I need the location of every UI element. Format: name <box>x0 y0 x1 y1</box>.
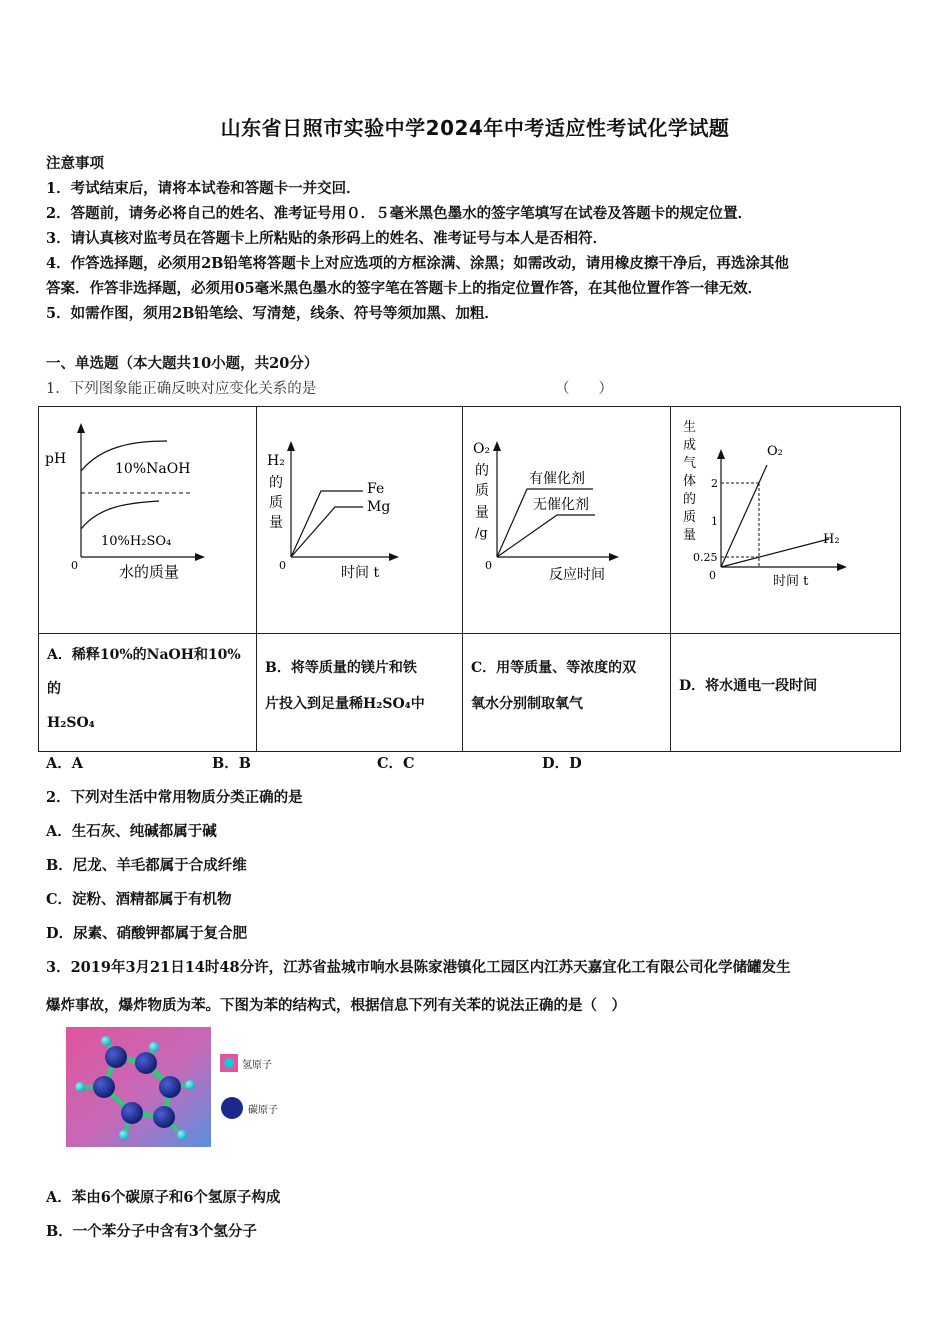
q1-option-d[interactable]: D．D <box>542 755 582 772</box>
caption-c-line: C．用等质量、等浓度的双 <box>471 660 637 676</box>
legend-carbon-label: 碳原子 <box>248 1104 278 1116</box>
caption-c-line: 氧水分别制取氧气 <box>471 696 583 712</box>
graph-c <box>463 407 670 629</box>
graph-d-ylabel-6: 质 <box>683 510 697 525</box>
page-title: 山东省日照市实验中学2024年中考适应性考试化学试题 <box>220 116 730 140</box>
caption-b <box>257 634 463 752</box>
graph-b-fe-label: Fe <box>367 481 385 497</box>
caption-a-line: H₂SO₄ <box>47 715 95 731</box>
q2-option-b[interactable]: B．尼龙、羊毛都属于合成纤维 <box>46 857 247 874</box>
graph-c-catalyst-label: 有催化剂 <box>529 471 585 487</box>
notice-heading: 注意事项 <box>46 155 104 172</box>
caption-a-line: A．稀释10%的NaOH和10% <box>47 647 241 663</box>
graph-b-xlabel: 时间 t <box>341 565 380 581</box>
graph-c-ylabel-4: 量 <box>475 505 489 521</box>
q1-option-b[interactable]: B．B <box>212 755 252 772</box>
q2-option-a[interactable]: A．生石灰、纯碱都属于碱 <box>46 823 217 840</box>
legend-carbon <box>220 1096 278 1120</box>
graph-b-ylabel-3: 质 <box>269 495 283 511</box>
q1-answer-bracket: （ ） <box>555 381 613 397</box>
graph-a-h2so4-label: 10%H₂SO₄ <box>101 534 172 549</box>
graph-b-ylabel-1: H₂ <box>267 453 285 469</box>
graph-a-xlabel: 水的质量 <box>119 563 180 581</box>
graph-c-ylabel-1: O₂ <box>473 441 491 457</box>
graph-b <box>257 407 462 629</box>
q1-option-a[interactable]: A．A <box>46 755 84 772</box>
hydrogen-atom-icon <box>220 1054 238 1072</box>
graph-d-tick-1: 1 <box>711 515 718 528</box>
graph-a-ylabel: pH <box>45 451 67 467</box>
caption-c <box>463 634 671 752</box>
graph-a <box>39 407 256 629</box>
graph-d-ylabel-3: 气 <box>683 456 697 471</box>
graph-d <box>671 407 900 629</box>
graph-c-xlabel: 反应时间 <box>549 567 605 583</box>
graph-d-ylabel-4: 体 <box>683 474 697 489</box>
graph-c-ylabel-5: /g <box>475 526 488 541</box>
graph-a-cell <box>39 407 257 634</box>
graph-c-cell <box>463 407 671 634</box>
carbon-atom-icon <box>220 1096 244 1120</box>
notice-item: 5．如需作图，须用2B铅笔绘、写清楚，线条、符号等须加黑、加粗． <box>46 305 499 322</box>
caption-d <box>671 634 901 752</box>
graph-d-h2-label: H₂ <box>823 532 840 547</box>
caption-a <box>39 634 257 752</box>
graph-b-mg-label: Mg <box>367 499 391 515</box>
graph-b-origin: 0 <box>279 559 286 572</box>
notice-item: 1．考试结束后，请将本试卷和答题卡一并交回． <box>46 180 361 197</box>
graph-c-ylabel-3: 质 <box>475 483 489 499</box>
graph-c-nocatalyst-label: 无催化剂 <box>533 497 589 513</box>
graph-d-o2-label: O₂ <box>767 444 783 459</box>
benzene-model-image <box>66 1027 211 1147</box>
graph-d-origin: 0 <box>709 569 716 582</box>
graph-c-ylabel-2: 的 <box>475 463 489 479</box>
graph-d-tick-2: 2 <box>711 477 718 490</box>
q1-option-c[interactable]: C．C <box>377 755 415 772</box>
q2-option-d[interactable]: D．尿素、硝酸钾都属于复合肥 <box>46 925 248 942</box>
graph-b-cell <box>257 407 463 634</box>
q1-graph-table <box>38 406 901 752</box>
section-heading: 一、单选题（本大题共10小题，共20分） <box>46 355 319 372</box>
legend-hydrogen-label: 氢原子 <box>242 1059 272 1071</box>
notice-item: 3．请认真核对监考员在答题卡上所粘贴的条形码上的姓名、准考证号与本人是否相符． <box>46 230 608 247</box>
caption-b-line: 片投入到足量稀H₂SO₄中 <box>265 696 425 712</box>
notice-item: 4．作答选择题，必须用2B铅笔将答题卡上对应选项的方框涂满、涂黑；如需改动，请用橡皮擦干净后，再选涂其他 <box>46 255 789 272</box>
notice-item: 2．答题前，请务必将自己的姓名、准考证号用０．５毫米黑色墨水的签字笔填写在试卷及答题卡的规定位置． <box>46 205 753 222</box>
q1-stem: 1．下列图象能正确反映对应变化关系的是 <box>46 381 317 397</box>
graph-d-ylabel-7: 量 <box>683 528 697 543</box>
graph-a-naoh-label: 10%NaOH <box>115 461 191 477</box>
graph-c-origin: 0 <box>485 559 492 572</box>
q3-stem-line1: 3．2019年3月21日14时48分许，江苏省盐城市响水县陈家港镇化工园区内江苏天嘉宜化工有限公司化学储罐发生 <box>46 959 791 976</box>
q3-option-a[interactable]: A．苯由6个碳原子和6个氢原子构成 <box>46 1189 281 1206</box>
graph-d-ylabel-5: 的 <box>683 492 697 507</box>
caption-a-line: 的 <box>47 681 61 697</box>
legend-hydrogen <box>220 1054 272 1072</box>
graph-d-ylabel-2: 成 <box>683 438 697 453</box>
graph-d-xlabel: 时间 t <box>773 574 809 589</box>
q2-option-c[interactable]: C．淀粉、酒精都属于有机物 <box>46 891 232 908</box>
q2-stem: 2．下列对生活中常用物质分类正确的是 <box>46 789 303 806</box>
graph-d-tick-025: 0.25 <box>693 551 718 564</box>
graph-d-cell <box>671 407 901 634</box>
graph-a-origin: 0 <box>71 559 78 572</box>
caption-d-line: D．将水通电一段时间 <box>679 678 818 694</box>
graph-b-ylabel-2: 的 <box>269 475 283 491</box>
notice-item: 答案．作答非选择题，必须用05毫米黑色墨水的签字笔在答题卡上的指定位置作答，在其他位置作答一律无效． <box>46 280 763 297</box>
caption-b-line: B．将等质量的镁片和铁 <box>265 660 417 676</box>
q3-option-b[interactable]: B．一个苯分子中含有3个氢分子 <box>46 1223 257 1240</box>
graph-d-ylabel-1: 生 <box>683 420 697 435</box>
q3-stem-line2: 爆炸事故，爆炸物质为苯。下图为苯的结构式，根据信息下列有关苯的说法正确的是（ ） <box>46 997 626 1014</box>
graph-b-ylabel-4: 量 <box>269 515 283 531</box>
